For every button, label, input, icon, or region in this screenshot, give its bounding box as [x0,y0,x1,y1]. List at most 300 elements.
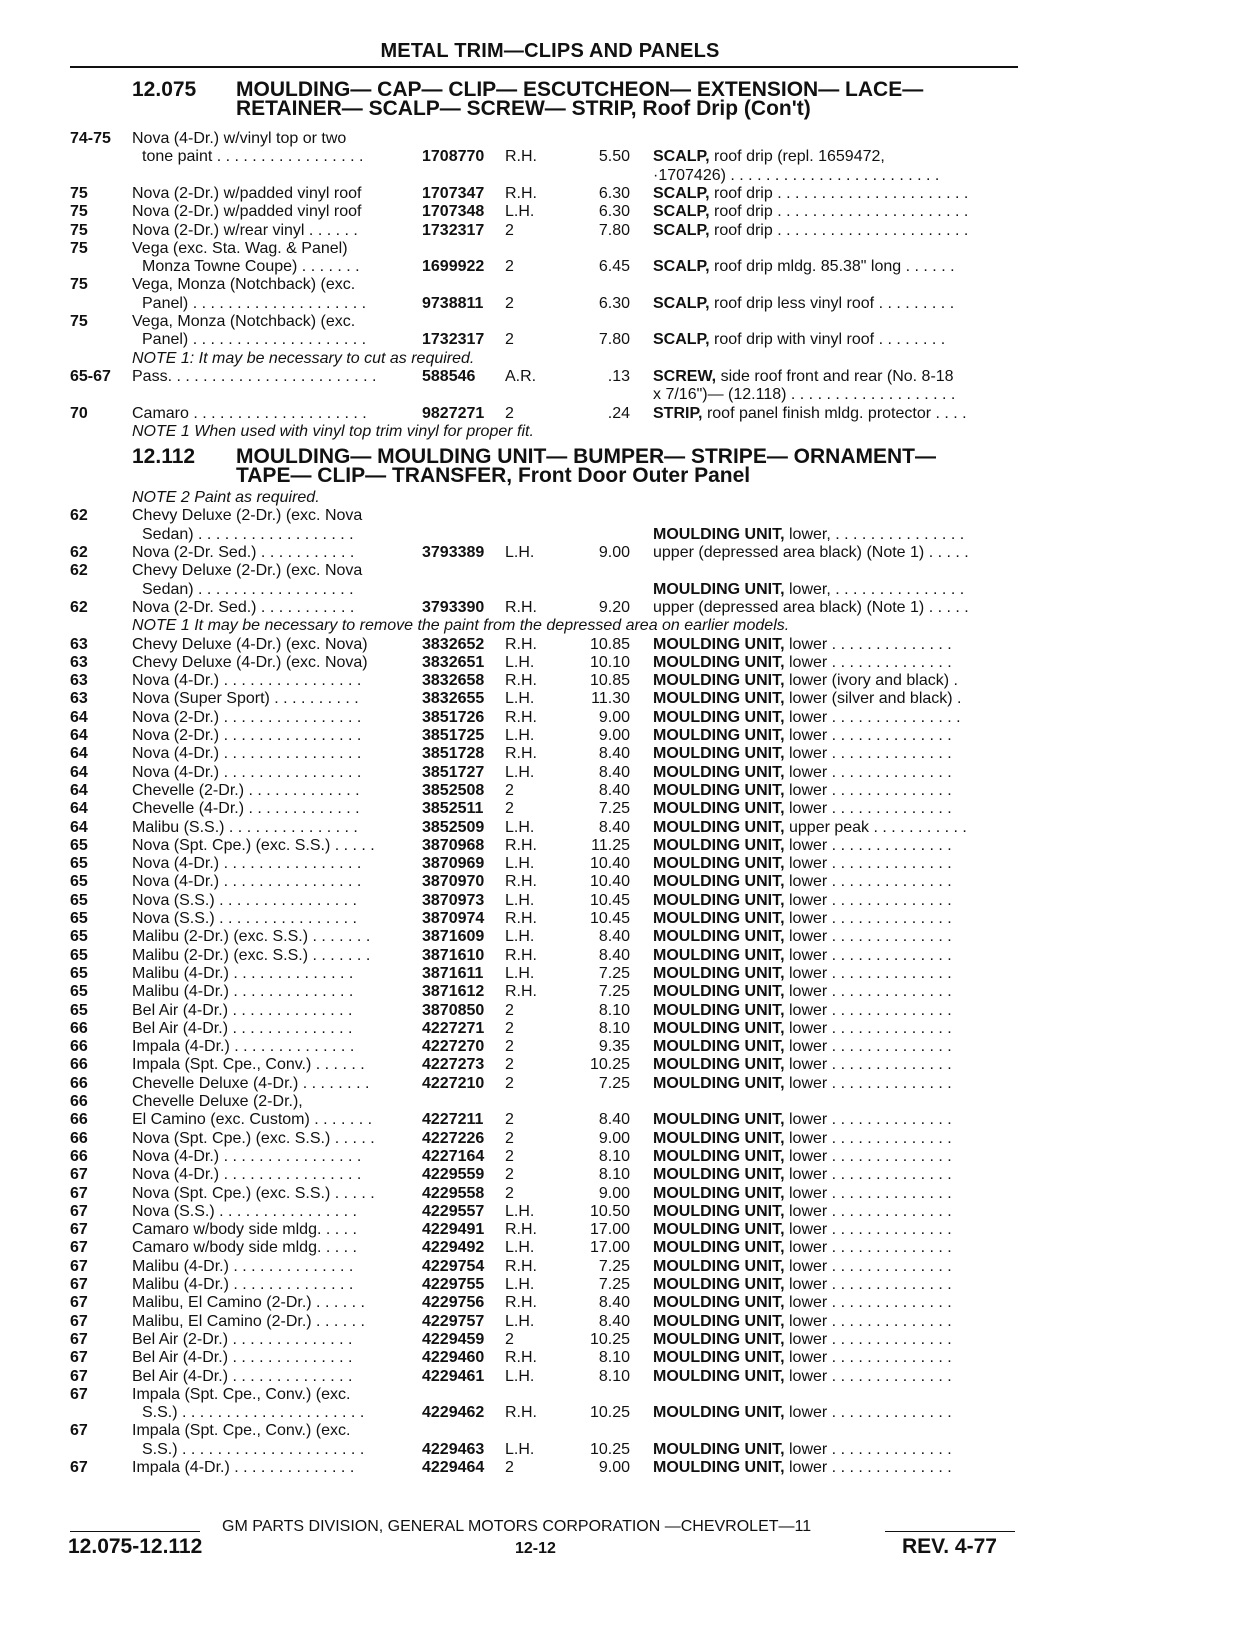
quantity: 2 [505,781,514,799]
quantity: 2 [505,404,514,422]
table-row [0,276,1254,294]
description [653,148,1013,166]
price: 9.00 [598,708,630,726]
price: 8.10 [598,1166,630,1184]
description-text: lower . . . . . . . . . . . . . . [784,1239,952,1257]
table-row [0,1075,1254,1093]
description-keyword: MOULDING UNIT, [653,855,785,873]
description-keyword: MOULDING UNIT, [653,1459,785,1476]
description [653,581,1013,599]
description-text: lower . . . . . . . . . . . . . . [784,653,952,671]
description-text: lower (ivory and black) . [784,672,958,690]
model-year: 75 [70,184,88,202]
model-year: 66 [70,1074,88,1092]
price: 9.00 [598,1459,630,1476]
application: Nova (2-Dr.) . . . . . . . . . . . . . . . . [132,727,362,744]
application: Nova (4-Dr.) . . . . . . . . . . . . . . . . [132,855,362,873]
description [653,1166,1013,1184]
part-number: 3870968 [422,836,485,854]
description-keyword: MOULDING UNIT, [653,1312,785,1330]
application: Chevy Deluxe (4-Dr.) (exc. Nova) [132,635,368,653]
description-keyword: MOULDING UNIT, [653,1239,785,1257]
price: 8.40 [598,781,630,799]
price: 10.85 [589,635,630,653]
description [653,1111,1013,1129]
description [653,727,1013,745]
description [653,295,1013,313]
model-year: 64 [70,745,88,763]
description-text: lower . . . . . . . . . . . . . . [784,1312,952,1330]
description-text: lower . . . . . . . . . . . . . . [784,1202,952,1220]
table-row [0,855,1254,873]
description [653,1185,1013,1203]
application: Nova (2-Dr.) w/padded vinyl roof [132,184,362,202]
table-row [0,1130,1254,1148]
application: Chevy Deluxe (2-Dr.) (exc. Nova [132,507,363,525]
table-row [0,295,1254,313]
description-keyword: MOULDING UNIT, [653,1440,785,1458]
part-number: 3852508 [422,781,485,799]
part-number: 4227211 [422,1111,484,1129]
description-keyword: MOULDING UNIT, [653,672,785,690]
part-number: 4229756 [422,1294,485,1312]
part-number: 3870973 [422,891,485,909]
part-number: 3870974 [422,910,485,927]
model-year: 75 [70,276,88,294]
application: Panel) . . . . . . . . . . . . . . . . . . . . [142,294,367,312]
part-number: 4227210 [422,1074,485,1092]
model-year: 64 [70,708,88,726]
application: Vega, Monza (Notchback) (exc. [132,313,356,330]
section-title-line2: RETAINER— SCALP— SCREW— STRIP, Roof Drip (Con't) [236,97,811,120]
description-text: lower, . . . . . . . . . . . . . . . [784,525,965,543]
model-year: 70 [70,404,88,422]
description [653,1441,1013,1459]
part-number: 4229557 [422,1202,485,1220]
table-row [0,148,1254,166]
table-row [0,1221,1254,1239]
application: Malibu (4-Dr.) . . . . . . . . . . . . . . [132,1276,354,1293]
table-row [0,599,1254,617]
description-text: lower . . . . . . . . . . . . . . [784,873,952,891]
description-text: lower . . . . . . . . . . . . . . [784,891,952,909]
application: Malibu (S.S.) . . . . . . . . . . . . . . . [132,818,358,836]
application: Nova (4-Dr.) . . . . . . . . . . . . . . . . [132,1166,362,1184]
footer-rule-left [70,1531,200,1532]
table-row [0,1313,1254,1331]
quantity: 2 [505,221,514,239]
application: Nova (4-Dr.) . . . . . . . . . . . . . . . . [132,745,362,763]
description [653,837,1013,855]
table-row [0,965,1254,983]
quantity: R.H. [505,946,537,964]
description [653,928,1013,946]
model-year: 67 [70,1459,88,1476]
description-text: lower . . . . . . . . . . . . . . [784,727,952,744]
description-keyword: SCALP, [653,331,710,349]
description-text: lower . . . . . . . . . . . . . . [784,1367,952,1385]
quantity: 2 [505,1038,514,1056]
table-row [0,892,1254,910]
application: Chevy Deluxe (4-Dr.) (exc. Nova) [132,653,368,671]
model-year: 64 [70,818,88,836]
price: 7.25 [598,1074,630,1092]
application: Malibu (4-Dr.) . . . . . . . . . . . . . . [132,1257,354,1275]
model-year: 63 [70,635,88,653]
model-year: 64 [70,800,88,818]
part-number: 3871610 [422,946,485,964]
table-row [0,1239,1254,1257]
section-title-line2: TAPE— CLIP— TRANSFER, Front Door Outer Panel [236,464,751,488]
description-text: lower . . . . . . . . . . . . . . [784,1001,952,1019]
description-text: lower . . . . . . . . . . . . . . [784,855,952,873]
price: 10.10 [589,653,630,671]
quantity: 2 [505,1166,514,1184]
part-number: 3852511 [422,800,484,818]
application: Nova (4-Dr.) . . . . . . . . . . . . . . . . [132,763,362,781]
price: 7.25 [598,1276,630,1293]
quantity: R.H. [505,148,537,166]
description-text: roof drip . . . . . . . . . . . . . . . . . . . . . . [709,203,969,221]
application: Chevelle (4-Dr.) . . . . . . . . . . . . . [132,800,360,818]
price: 8.10 [598,1349,630,1367]
quantity: R.H. [505,910,537,927]
description [653,709,1013,727]
table-row [0,1185,1254,1203]
quantity: L.H. [505,727,535,744]
description [653,1203,1013,1221]
description-text: lower (silver and black) . [784,690,962,708]
application: Camaro . . . . . . . . . . . . . . . . . . . . [132,404,367,422]
page-header: METAL TRIM—CLIPS AND PANELS [380,40,720,62]
description [653,1075,1013,1093]
description-text: lower . . . . . . . . . . . . . . [784,983,952,1001]
model-year: 75 [70,203,88,221]
description-text: lower . . . . . . . . . . . . . . [784,1129,952,1147]
description-text: upper (depressed area black) (Note 1) . . . . . [653,598,969,616]
table-row [0,1276,1254,1294]
description-keyword: MOULDING UNIT, [653,580,785,598]
table-row [0,507,1254,525]
part-number: 4227271 [422,1019,485,1037]
application: Nova (4-Dr.) w/vinyl top or two [132,130,347,147]
application: Nova (Spt. Cpe.) (exc. S.S.) . . . . . [132,1129,375,1147]
price: 8.40 [598,1312,630,1330]
description [653,1294,1013,1312]
part-number: 3851728 [422,745,485,763]
description-keyword: MOULDING UNIT, [653,1276,785,1293]
description-text: lower . . . . . . . . . . . . . . [784,1184,952,1202]
application: Malibu (4-Dr.) . . . . . . . . . . . . . . [132,964,354,982]
model-year: 67 [70,1385,88,1403]
description-text: lower . . . . . . . . . . . . . . [784,836,952,854]
description-text: lower . . . . . . . . . . . . . . [784,964,952,982]
model-year: 66 [70,1093,88,1110]
table-row [0,185,1254,203]
table-row [0,544,1254,562]
model-year: 67 [70,1257,88,1275]
price: 10.25 [589,1440,630,1458]
application: Chevy Deluxe (2-Dr.) (exc. Nova [132,562,363,580]
description-keyword: MOULDING UNIT, [653,1147,785,1165]
table-row [0,1093,1254,1111]
model-year: 67 [70,1184,88,1202]
price: 8.40 [598,928,630,946]
description-keyword: MOULDING UNIT, [653,1056,785,1074]
part-number: 3832655 [422,690,485,708]
model-year: 65 [70,873,88,891]
price: 9.00 [598,1129,630,1147]
part-number: 4227164 [422,1147,485,1165]
part-number: 3870969 [422,855,485,873]
description [653,203,1013,221]
application: Impala (4-Dr.) . . . . . . . . . . . . . . [132,1038,355,1056]
application: Bel Air (4-Dr.) . . . . . . . . . . . . . . [132,1349,353,1367]
description [653,855,1013,873]
table-row [0,1404,1254,1422]
application: Bel Air (4-Dr.) . . . . . . . . . . . . . . [132,1001,353,1019]
table-row [0,709,1254,727]
description-keyword: SCALP, [653,221,710,239]
part-number: 1732317 [422,221,485,239]
footer-rule-right [885,1531,1015,1532]
description [653,1221,1013,1239]
description-keyword: SCALP, [653,294,710,312]
model-year: 65 [70,836,88,854]
model-year: 62 [70,507,88,525]
price: 10.85 [589,672,630,690]
quantity: R.H. [505,672,537,690]
description-keyword: MOULDING UNIT, [653,1294,785,1312]
quantity: R.H. [505,873,537,891]
table-row [0,745,1254,763]
description-keyword: MOULDING UNIT, [653,836,785,854]
description-text: lower . . . . . . . . . . . . . . [784,928,952,946]
part-number: 3793389 [422,544,485,561]
description-text: lower . . . . . . . . . . . . . . [784,1276,952,1293]
model-year: 67 [70,1202,88,1220]
application: Nova (S.S.) . . . . . . . . . . . . . . . . [132,1202,357,1220]
description-text: roof panel finish mldg. protector . . . . [702,404,967,422]
description-text: lower . . . . . . . . . . . . . . [784,910,952,927]
description [653,1258,1013,1276]
table-row [0,1331,1254,1349]
table-row [0,764,1254,782]
description-keyword: MOULDING UNIT, [653,800,785,818]
model-year: 62 [70,562,88,580]
description [653,873,1013,891]
description [653,800,1013,818]
quantity: R.H. [505,598,537,616]
model-year: 62 [70,598,88,616]
table-row [0,1038,1254,1056]
table-row [0,654,1254,672]
part-number: 3870970 [422,873,485,891]
price: 9.00 [598,544,630,561]
quantity: R.H. [505,983,537,1001]
description-keyword: MOULDING UNIT, [653,781,785,799]
model-year: 63 [70,653,88,671]
part-number: 1699922 [422,258,485,276]
application: Impala (Spt. Cpe., Conv.) (exc. [132,1422,351,1440]
price: 10.45 [589,910,630,927]
description-keyword: MOULDING UNIT, [653,727,785,744]
model-year: 65 [70,983,88,1001]
table-row [0,1422,1254,1440]
table-row [0,1203,1254,1221]
description-text: lower . . . . . . . . . . . . . . [784,1294,952,1312]
model-year: 63 [70,672,88,690]
part-number: 9738811 [422,294,484,312]
model-year: 67 [70,1330,88,1348]
description [653,947,1013,965]
part-number: 588546 [422,367,476,385]
description [653,1404,1013,1422]
part-number: 4229755 [422,1276,485,1293]
part-number: 4229754 [422,1257,485,1275]
table-row [0,947,1254,965]
description-keyword: MOULDING UNIT, [653,1184,785,1202]
table-row [0,1368,1254,1386]
part-number: 3851727 [422,763,485,781]
description-text: lower . . . . . . . . . . . . . . [784,763,952,781]
quantity: L.H. [505,855,535,873]
description-keyword: MOULDING UNIT, [653,525,785,543]
price: 10.25 [589,1056,630,1074]
description [653,1056,1013,1074]
description [653,1276,1013,1294]
quantity: L.H. [505,1440,535,1458]
model-year: 65 [70,855,88,873]
quantity: L.H. [505,1367,535,1385]
price: 9.20 [598,598,630,616]
quantity: 2 [505,331,514,349]
description-keyword: MOULDING UNIT, [653,1001,785,1019]
price: 7.25 [598,983,630,1001]
quantity: 2 [505,1129,514,1147]
quantity: L.H. [505,891,535,909]
table-row [0,782,1254,800]
model-year: 66 [70,1147,88,1165]
part-number: 4229464 [422,1459,485,1476]
description-keyword: MOULDING UNIT, [653,891,785,909]
application: Camaro w/body side mldg. . . . . [132,1239,357,1257]
part-number: 4227273 [422,1056,485,1074]
description-text: roof drip mldg. 85.38" long . . . . . . [709,258,955,276]
quantity: 2 [505,1001,514,1019]
application: Impala (4-Dr.) . . . . . . . . . . . . . . [132,1459,355,1476]
description-text: roof drip with vinyl roof . . . . . . . . [709,331,946,349]
table-row [0,1258,1254,1276]
description-text: lower . . . . . . . . . . . . . . [784,1257,952,1275]
part-number: 3851726 [422,708,485,726]
application: Malibu, El Camino (2-Dr.) . . . . . . [132,1312,365,1330]
quantity: 2 [505,294,514,312]
model-year: 65 [70,891,88,909]
application: Vega, Monza (Notchback) (exc. [132,276,356,294]
description-keyword: MOULDING UNIT, [653,1074,785,1092]
description [653,672,1013,690]
footer-revision: REV. 4-77 [902,1535,997,1558]
footer-page-number: 12-12 [515,1540,556,1557]
section-title-line1: MOULDING— MOULDING UNIT— BUMPER— STRIPE— ORNAMENT— [236,445,936,469]
footer-section-range: 12.075-12.112 [68,1535,203,1558]
quantity: 2 [505,1111,514,1129]
description [653,983,1013,1001]
model-year: 67 [70,1166,88,1184]
description-keyword: MOULDING UNIT, [653,928,785,946]
price: 9.00 [598,1184,630,1202]
description-keyword: MOULDING UNIT, [653,818,785,836]
model-year: 75 [70,239,88,257]
description-keyword: MOULDING UNIT, [653,1129,785,1147]
application: Bel Air (4-Dr.) . . . . . . . . . . . . . . [132,1019,353,1037]
part-number: 3793390 [422,598,485,616]
table-row [0,405,1254,423]
description [653,526,1013,544]
model-year: 67 [70,1221,88,1239]
table-row [0,1020,1254,1038]
application: Nova (2-Dr.) w/padded vinyl roof [132,203,362,221]
price: .24 [607,404,630,422]
description [653,965,1013,983]
model-year: 67 [70,1367,88,1385]
part-number: 4227270 [422,1038,485,1056]
description [653,185,1013,203]
price: 6.30 [598,184,630,202]
model-year: 65 [70,1001,88,1019]
description [653,1020,1013,1038]
model-year: 67 [70,1349,88,1367]
model-year: 67 [70,1276,88,1293]
quantity: 2 [505,1459,514,1476]
catalog-note: NOTE 1 It may be necessary to remove the paint from the depressed area on earlier models. [132,617,790,635]
description-keyword: MOULDING UNIT, [653,653,785,671]
description-text: roof drip . . . . . . . . . . . . . . . . . . . . . . [709,221,969,239]
table-row [0,1459,1254,1477]
model-year: 65 [70,928,88,946]
description-keyword: MOULDING UNIT, [653,1019,785,1037]
quantity: 2 [505,1019,514,1037]
table-row [0,1166,1254,1184]
application: Nova (Spt. Cpe.) (exc. S.S.) . . . . . [132,836,375,854]
model-year: 66 [70,1038,88,1056]
application: Pass. . . . . . . . . . . . . . . . . . . . . . . . [132,367,377,385]
description-keyword: MOULDING UNIT, [653,690,785,708]
description-keyword: MOULDING UNIT, [653,1202,785,1220]
price: 8.10 [598,1001,630,1019]
part-number: 1707348 [422,203,485,221]
model-year: 75 [70,221,88,239]
price: 8.40 [598,745,630,763]
description [653,1038,1013,1056]
table-row [0,837,1254,855]
table-row [0,240,1254,258]
description [653,368,1013,386]
quantity: 2 [505,1056,514,1074]
model-year: 66 [70,1019,88,1037]
price: 11.30 [591,690,630,708]
application: Nova (4-Dr.) . . . . . . . . . . . . . . . . [132,672,362,690]
description-keyword: MOULDING UNIT, [653,873,785,891]
description [653,1313,1013,1331]
application: Chevelle Deluxe (2-Dr.), [132,1093,303,1110]
part-number: 4229463 [422,1440,485,1458]
description-keyword: STRIP, [653,404,703,422]
part-number: 4229757 [422,1312,485,1330]
table-row [0,672,1254,690]
catalog-note: NOTE 2 Paint as required. [132,489,320,507]
